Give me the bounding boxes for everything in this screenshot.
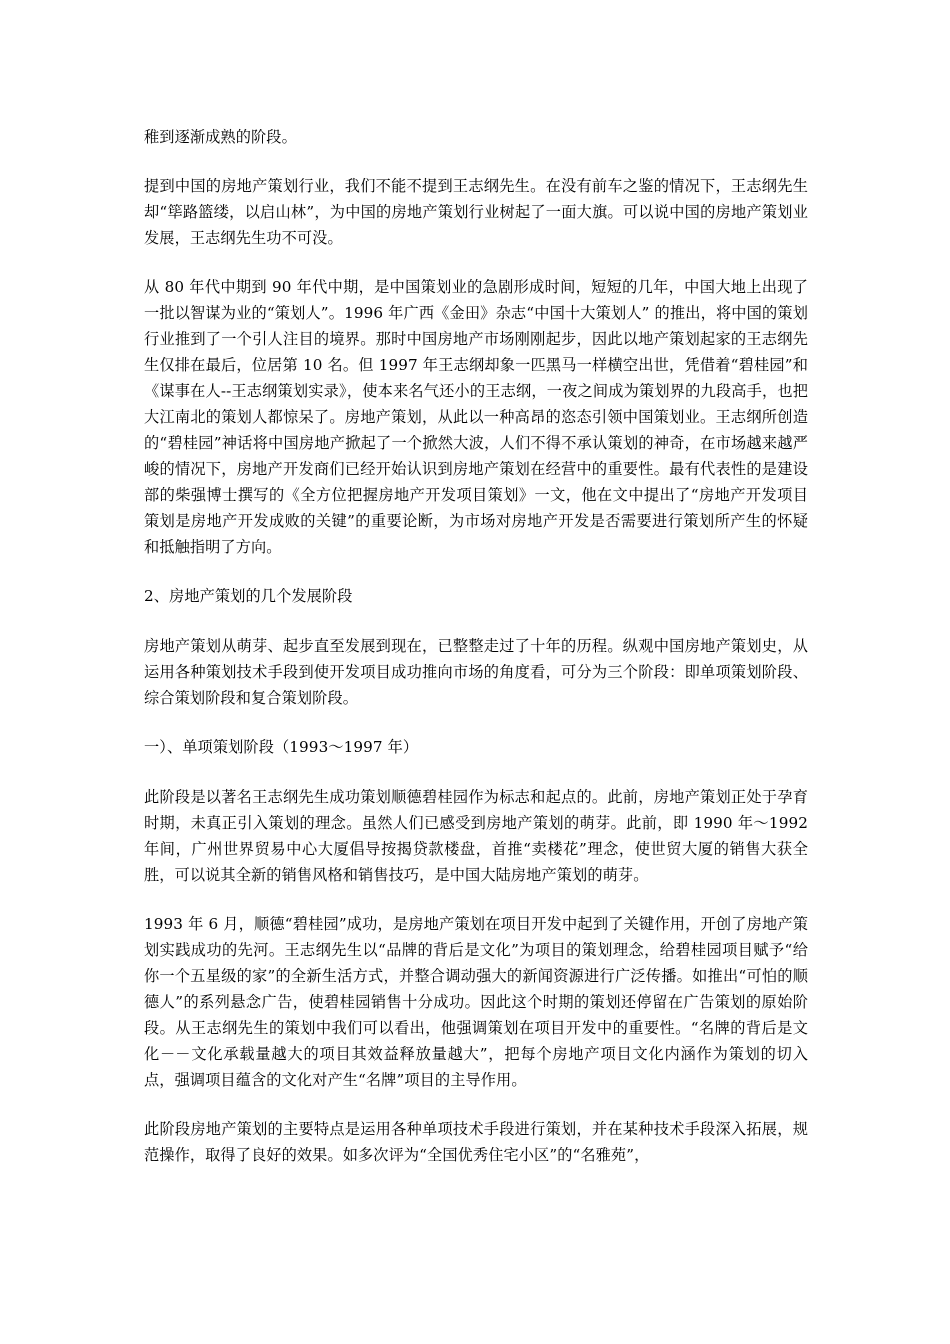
document-page	[144, 124, 808, 1191]
paragraph-planning-industry-history: 从 80 年代中期到 90 年代中期，是中国策划业的急剧形成时间，短短的几年，中国大地上出现了一批以智谋为业的“策划人”。1996 年广西《金田》杂志“中国十大策划人” 的推出，将中国的策划行业推到了一个引人注目的境界。那时中国房地产市场刚刚起步，因此以地产策划起家的王志纲先生仅排在最后，位居第 10 名。但 1997 年王志纲却象一匹黑马一样横空出世，凭借着“碧桂园”和《谋事在人--王志纲策划实录》，使本来名气还小的王志纲，一夜之间成为策划界的九段高手，也把大江南北的策划人都惊呆了。房地产策划，从此以一种高昂的恣态引领中国策划业。王志纲所创造的“碧桂园”神话将中国房地产掀起了一个掀然大波，人们不得不承认策划的神奇，在市场越来越严峻的情况下，房地产开发商们已经开始认识到房地产策划在经营中的重要性。最有代表性的是建设部的柴强博士撰写的《全方位把握房地产开发项目策划》一文，他在文中提出了“房地产开发项目策划是房地产开发成败的关键”的重要论断，为市场对房地产开发是否需要进行策划所产生的怀疑和抵触指明了方向。	[144, 278, 808, 556]
paragraph-biguiyuan-success: 1993 年 6 月，顺德“碧桂园”成功，是房地产策划在项目开发中起到了关键作用，开创了房地产策划实践成功的先河。王志纲先生以“品牌的背后是文化”为项目的策划理念，给碧桂园项目赋予“给你一个五星级的家”的全新生活方式，并整合调动强大的新闻资源进行广泛传播。如推出“可怕的顺德人”的系列悬念广告，使碧桂园销售十分成功。因此这个时期的策划还停留在广告策划的原始阶段。从王志纲先生的策划中我们可以看出，他强调策划在项目开发中的重要性。“名牌的背后是文化－－文化承载量越大的项目其效益释放量越大”，把每个房地产项目文化内涵作为策划的切入点，强调项目蕴含的文化对产生“名牌”项目的主导作用。	[144, 915, 808, 1089]
paragraph-three-stages: 房地产策划从萌芽、起步直至发展到现在，已整整走过了十年的历程。纵观中国房地产策划史，从运用各种策划技术手段到使开发项目成功推向市场的角度看，可分为三个阶段：即单项策划阶段、综合策划阶段和复合策划阶段。	[144, 637, 808, 707]
paragraph-single-stage-origin: 此阶段是以著名王志纲先生成功策划顺德碧桂园作为标志和起点的。此前，房地产策划正处于孕育时期，未真正引入策划的理念。虽然人们已感受到房地产策划的萌芽。此前，即 1990 年～1992 年间，广州世界贸易中心大厦倡导按揭贷款楼盘，首推“卖楼花”理念，使世贸大厦的销售大获全胜，可以说其全新的销售风格和销售技巧，是中国大陆房地产策划的萌芽。	[144, 788, 808, 884]
paragraph-wang-zhigang-intro: 提到中国的房地产策划行业，我们不能不提到王志纲先生。在没有前车之鉴的情况下，王志纲先生却“筚路篮缕，以启山林”，为中国的房地产策划行业树起了一面大旗。可以说中国的房地产策划业发展，王志纲先生功不可没。	[144, 177, 808, 247]
subsection-heading-single-stage: 一）、单项策划阶段（1993～1997 年）	[144, 738, 419, 756]
paragraph-single-stage-features: 此阶段房地产策划的主要特点是运用各种单项技术手段进行策划，并在某种技术手段深入拓展，规范操作，取得了良好的效果。如多次评为“全国优秀住宅小区”的“名雅苑”，	[144, 1120, 808, 1164]
section-heading-development-stages: 2、房地产策划的几个发展阶段	[144, 587, 353, 605]
paragraph-continuation: 稚到逐渐成熟的阶段。	[144, 128, 297, 146]
